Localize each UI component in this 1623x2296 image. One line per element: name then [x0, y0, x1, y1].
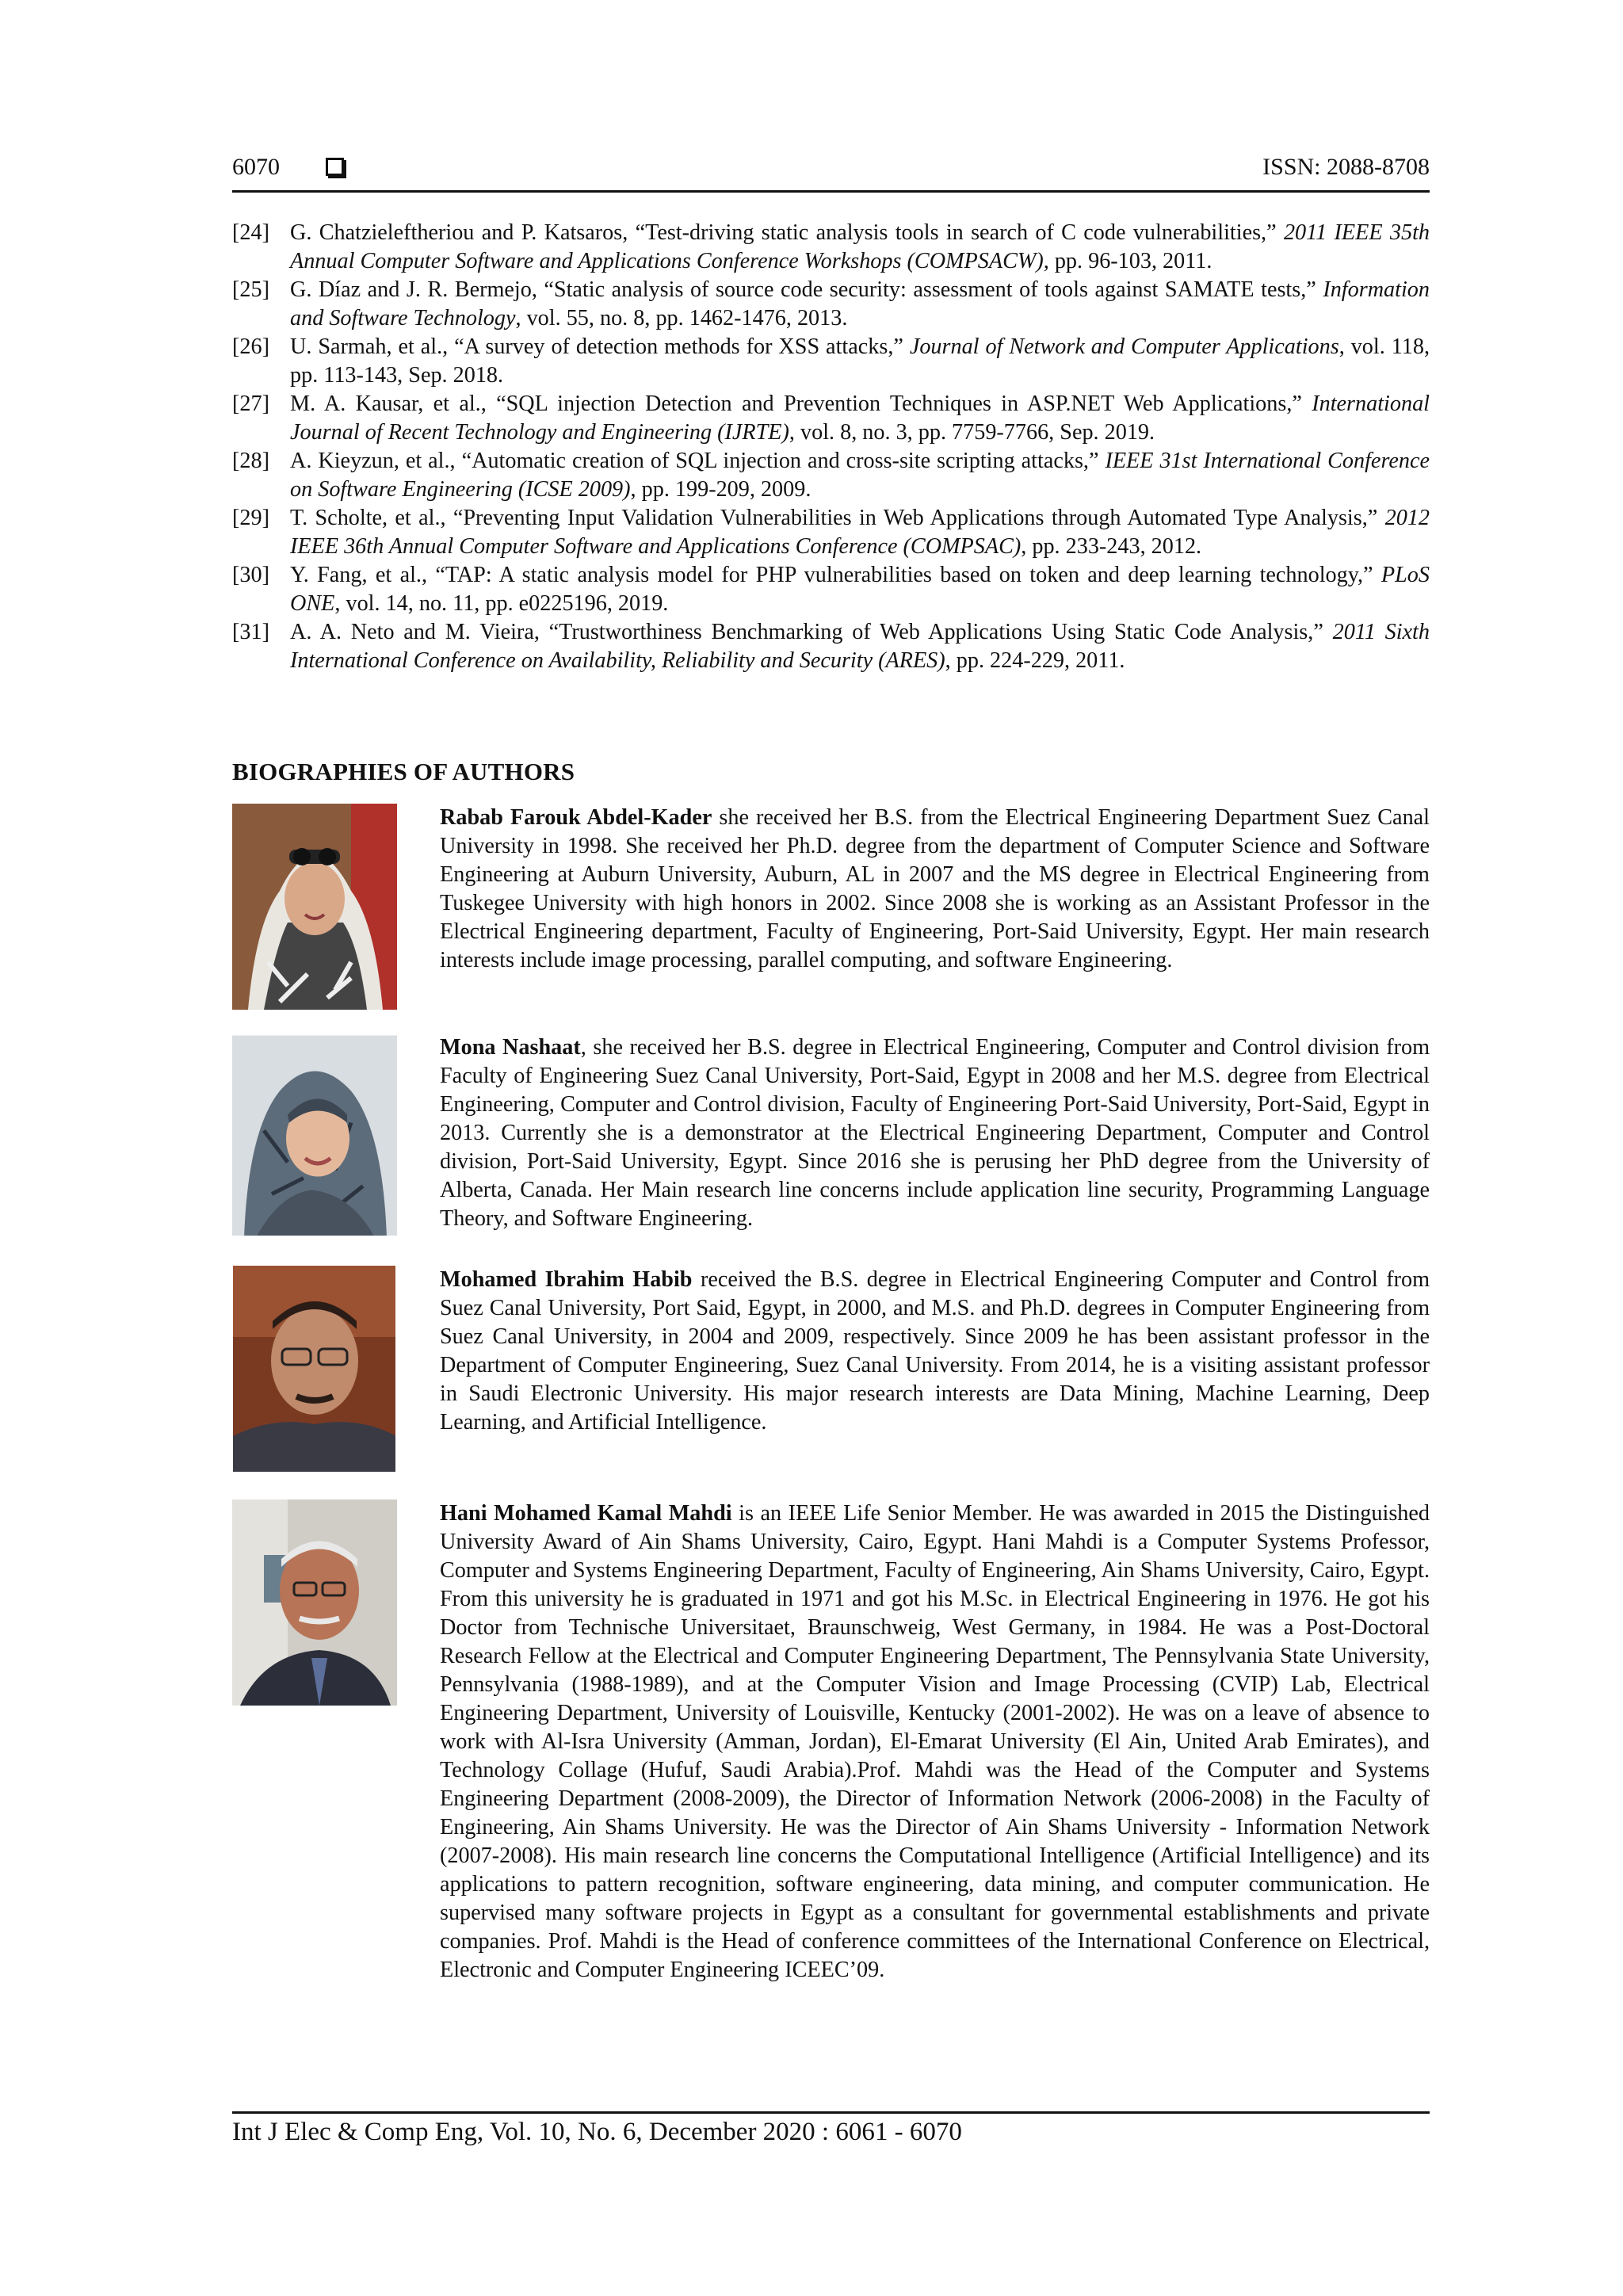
reference-number: [26] — [232, 334, 269, 359]
reference-item — [232, 504, 1430, 561]
page-number: 6070 — [232, 154, 280, 180]
author-name: Hani Mohamed Kamal Mahdi — [440, 1501, 732, 1526]
reference-text: A. A. Neto and M. Vieira, “Trustworthiness Benchmarking of Web Applications Using Static Code Analysis,” 2011 Sixth International Conference on Availability, Reliability and Security (ARES), pp. 224-229, 2011. — [290, 620, 1430, 673]
reference-item — [232, 447, 1430, 504]
reference-number: [24] — [232, 220, 269, 245]
reference-venue: International Journal of Recent Technology and Engineering (IJRTE) — [290, 392, 1430, 445]
author-name: Rabab Farouk Abdel-Kader — [440, 805, 712, 830]
reference-text: U. Sarmah, et al., “A survey of detection methods for XSS attacks,” Journal of Network and Computer Applications, vol. 118, pp. 113-143, Sep. 2018. — [290, 334, 1430, 388]
reference-item — [232, 561, 1430, 618]
reference-venue: IEEE 31st International Conference on Software Engineering (ICSE 2009) — [290, 449, 1430, 502]
page-footer: Int J Elec & Comp Eng, Vol. 10, No. 6, December 2020 : 6061 - 6070 — [232, 2118, 962, 2146]
references-list — [232, 219, 1430, 675]
reference-item — [232, 390, 1430, 447]
author-photo-image — [232, 1499, 397, 1706]
reference-number: [29] — [232, 506, 269, 530]
reference-item — [232, 333, 1430, 390]
square-bullet-icon — [326, 158, 344, 176]
author-bio-text: Hani Mohamed Kamal Mahdi is an IEEE Life Senior Member. He was awarded in 2015 the Distinguished University Award of Ain Shams University, Cairo, Egypt. Hani Mahdi is a Computer Systems Professor, Computer and Systems Engineering Department, Faculty of Engineering, Ain Shams University, Cairo, Egypt. From this university he is graduated in 1971 and got his M.Sc. in Electrical Engineering in 1976. He got his Doctor from Technische Universitaet, Braunschweig, West Germany, in 1984. He was a Post-Doctoral Research Fellow at the Electrical and Computer Engineering Department, The Pennsylvania State University, Pennsylvania (1988-1989), and at the Computer Vision and Image Processing (CVIP) Lab, Electrical Engineering Department, University of Louisville, Kentucky (2001-2002). He was on a leave of absence to work with Al-Isra University (Amman, Jordan), El-Emarat University (El Ain, United Arab Emirates), and Technology Collage (Hufuf, Saudi Arabia).Prof. Mahdi was the Head of the Computer and Systems Engineering Department (2008-2009), the Director of Information Network (2006-2008) in the Faculty of Engineering, Ain Shams University. He was the Director of Ain Shams University - Information Network (2007-2008). His main research line concerns the Computational Intelligence (Artificial Intelligence) and its applications to pattern recognition, software engineering, data mining, and computer communication. He supervised many software projects in Egypt as a consultant for governmental establishments and private companies. Prof. Mahdi is the Head of conference committees of the International Conference on Electrical, Electronic and Computer Engineering ICEEC’09. — [440, 1501, 1430, 1982]
reference-venue: Journal of Network and Computer Applications — [909, 334, 1339, 359]
reference-number: [30] — [232, 563, 269, 587]
reference-venue: PLoS ONE — [290, 563, 1430, 616]
reference-item — [232, 276, 1430, 333]
reference-text: G. Chatzieleftheriou and P. Katsaros, “Test-driving static analysis tools in search of C code vulnerabilities,” 2011 IEEE 35th Annual Computer Software and Applications Conference Workshops (COMPSACW), pp. 96-103, 2011. — [290, 220, 1430, 273]
author-photo — [232, 1266, 395, 1472]
reference-text: A. Kieyzun, et al., “Automatic creation of SQL injection and cross-site scripting attacks,” IEEE 31st International Conference on Software Engineering (ICSE 2009), pp. 199-209, 2009. — [290, 449, 1430, 502]
reference-number: [25] — [232, 277, 269, 302]
issn: ISSN: 2088-8708 — [1262, 154, 1430, 180]
author-name: Mohamed Ibrahim Habib — [440, 1267, 693, 1292]
reference-text: M. A. Kausar, et al., “SQL injection Detection and Prevention Techniques in ASP.NET Web Applications,” International Journal of Recent Technology and Engineering (IJRTE), vol. 8, no. 3, pp. 7759-7766, Sep. 2019. — [290, 392, 1430, 445]
biographies-heading: BIOGRAPHIES OF AUTHORS — [232, 758, 575, 785]
reference-number: [28] — [232, 449, 269, 473]
author-bio-text: Rabab Farouk Abdel-Kader she received her B.S. from the Electrical Engineering Department Suez Canal University in 1998. She received her Ph.D. degree from the department of Computer Science and Software Engineering at Auburn University, Auburn, AL in 2007 and the MS degree in Electrical Engineering from Tuskegee University with high honors in 2002. Since 2008 she is working as an Assistant Professor in the Electrical Engineering department, Faculty of Engineering, Port-Said University, Egypt. Her main research interests include image processing, parallel computing, and software Engineering. — [440, 805, 1430, 972]
reference-venue: 2011 IEEE 35th Annual Computer Software and Applications Conference Workshops (COMPSACW), — [290, 220, 1430, 273]
author-photo-image — [232, 1033, 397, 1236]
author-photo — [232, 1033, 397, 1236]
author-bio-text: Mohamed Ibrahim Habib received the B.S. degree in Electrical Engineering Computer and Control from Suez Canal University, Port Said, Egypt, in 2000, and M.S. and Ph.D. degrees in Computer Engineering from Suez Canal University, in 2004 and 2009, respectively. Since 2009 he has been assistant professor in the Department of Computer Engineering, Suez Canal University. From 2014, he is a visiting assistant professor in Saudi Electronic University. His major research interests are Data Mining, Machine Learning, Deep Learning, and Artificial Intelligence. — [440, 1267, 1430, 1435]
author-photo-image — [232, 804, 397, 1010]
author-photo-image — [232, 1266, 395, 1472]
page-header — [232, 154, 1430, 185]
author-photo — [232, 804, 397, 1010]
reference-venue: Information and Software Technology — [290, 277, 1430, 330]
reference-item — [232, 219, 1430, 276]
reference-item — [232, 618, 1430, 675]
author-name: Mona Nashaat — [440, 1035, 581, 1060]
reference-text: T. Scholte, et al., “Preventing Input Validation Vulnerabilities in Web Applications through Automated Type Analysis,” 2012 IEEE 36th Annual Computer Software and Applications Conference (COMPSAC), pp. 233-243, 2012. — [290, 506, 1430, 559]
header-rule — [232, 190, 1430, 193]
reference-number: [31] — [232, 620, 269, 644]
reference-text: Y. Fang, et al., “TAP: A static analysis model for PHP vulnerabilities based on token and deep learning technology,” PLoS ONE, vol. 14, no. 11, pp. e0225196, 2019. — [290, 563, 1430, 616]
author-bio-text: Mona Nashaat, she received her B.S. degree in Electrical Engineering, Computer and Control division from Faculty of Engineering Suez Canal University, Port-Said, Egypt in 2008 and her M.S. degree from Electrical Engineering, Computer and Control division, Faculty of Engineering Port-Said University, Port-Said, Egypt in 2013. Currently she is a demonstrator at the Electrical Engineering Department, Computer and Control division, Port-Said University, Egypt. Since 2016 she is perusing her PhD degree from the University of Alberta, Canada. Her Main research line concerns include application line security, Programming Language Theory, and Software Engineering. — [440, 1035, 1430, 1231]
reference-text: G. Díaz and J. R. Bermejo, “Static analysis of source code security: assessment of tools against SAMATE tests,” Information and Software Technology, vol. 55, no. 8, pp. 1462-1476, 2013. — [290, 277, 1430, 330]
author-photo — [232, 1499, 397, 1706]
reference-venue: 2011 Sixth International Conference on Availability, Reliability and Security (ARES) — [290, 620, 1430, 673]
footer-rule — [232, 2111, 1430, 2114]
reference-venue: 2012 IEEE 36th Annual Computer Software and Applications Conference (COMPSAC) — [290, 506, 1430, 559]
reference-number: [27] — [232, 392, 269, 416]
